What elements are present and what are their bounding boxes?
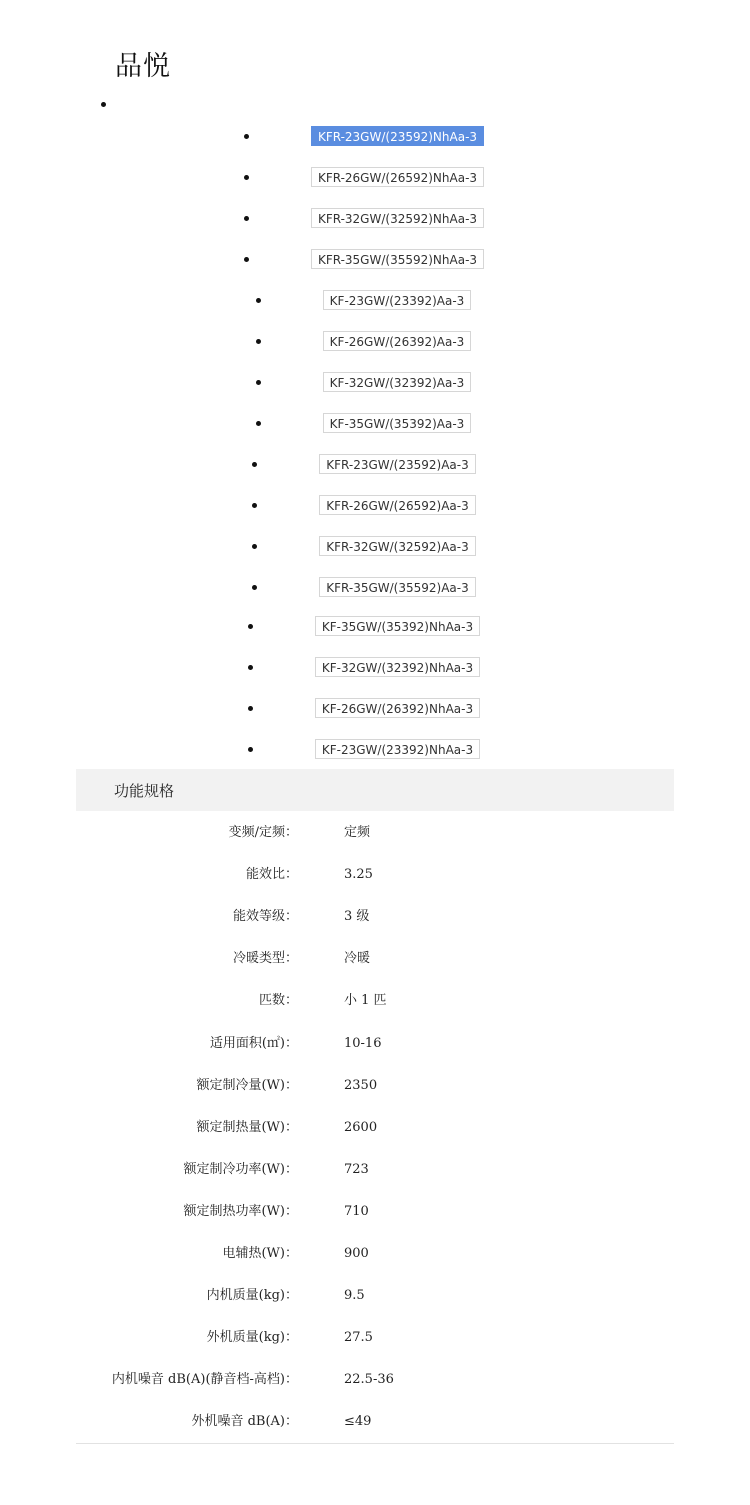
spec-value: 10-16: [344, 1036, 382, 1051]
spec-label: 匹数：: [258, 993, 298, 1008]
model-bullet: [252, 462, 257, 467]
spec-label: 能效比：: [245, 867, 298, 882]
model-bullet: [244, 134, 249, 139]
model-bullet: [244, 175, 249, 180]
spec-row: [76, 822, 674, 844]
spec-label: 额定制冷功率(W)：: [183, 1162, 298, 1177]
spec-value: 2350: [344, 1078, 378, 1093]
model-bullet: [256, 339, 261, 344]
model-option[interactable]: KF-26GW/(26392)NhAa-3: [315, 698, 480, 718]
model-option[interactable]: KFR-35GW/(35592)NhAa-3: [311, 249, 484, 269]
model-option[interactable]: KFR-26GW/(26592)NhAa-3: [311, 167, 484, 187]
spec-value: 2600: [344, 1120, 378, 1135]
spec-row: [76, 1327, 674, 1349]
model-bullet: [248, 706, 253, 711]
divider: [76, 1443, 674, 1444]
spec-value: 723: [344, 1162, 369, 1177]
model-bullet: [248, 747, 253, 752]
model-option[interactable]: KF-23GW/(23392)Aa-3: [323, 290, 471, 310]
model-bullet: [248, 624, 253, 629]
model-option[interactable]: KF-23GW/(23392)NhAa-3: [315, 739, 480, 759]
model-option[interactable]: KF-26GW/(26392)Aa-3: [323, 331, 471, 351]
spec-row: [76, 906, 674, 928]
model-bullet: [244, 216, 249, 221]
spec-row: [76, 1411, 674, 1433]
model-option[interactable]: KFR-23GW/(23592)Aa-3: [319, 454, 476, 474]
model-bullet: [256, 298, 261, 303]
spec-label: 外机质量(kg)：: [206, 1330, 298, 1345]
spec-value: 小 1 匹: [344, 993, 387, 1008]
spec-row: [76, 1117, 674, 1139]
spec-row: [76, 1159, 674, 1181]
spec-row: [76, 1285, 674, 1307]
spec-value: 22.5-36: [344, 1372, 394, 1387]
spec-label: 适用面积(㎡)：: [209, 1036, 298, 1051]
model-bullet: [248, 665, 253, 670]
spec-label: 额定制冷量(W)：: [196, 1078, 298, 1093]
spec-label: 外机噪音 dB(A)：: [191, 1414, 298, 1429]
model-option[interactable]: KF-35GW/(35392)NhAa-3: [315, 616, 480, 636]
spec-value: 27.5: [344, 1330, 373, 1345]
spec-row: [76, 864, 674, 886]
model-bullet: [244, 257, 249, 262]
spec-value: 900: [344, 1246, 369, 1261]
spec-label: 变频/定频：: [228, 825, 298, 840]
model-option[interactable]: KFR-32GW/(32592)NhAa-3: [311, 208, 484, 228]
spec-value: ≤49: [344, 1414, 372, 1429]
spec-value: 710: [344, 1204, 369, 1219]
spec-value: 9.5: [344, 1288, 365, 1303]
model-option[interactable]: KFR-35GW/(35592)Aa-3: [319, 577, 476, 597]
model-bullet: [252, 503, 257, 508]
spec-section-header: [76, 769, 674, 811]
model-option[interactable]: KF-35GW/(35392)Aa-3: [323, 413, 471, 433]
model-option[interactable]: KFR-23GW/(23592)NhAa-3: [311, 126, 484, 146]
spec-value: 3.25: [344, 867, 373, 882]
spec-value: 3 级: [344, 909, 370, 924]
spec-row: [76, 1369, 674, 1391]
spec-row: [76, 1201, 674, 1223]
spec-section-title: 功能规格: [114, 782, 175, 800]
spec-label: 内机质量(kg)：: [206, 1288, 298, 1303]
spec-label: 内机噪音 dB(A)(静音档-高档)：: [111, 1372, 298, 1387]
spec-value: 定频: [344, 825, 371, 840]
spec-label: 电辅热(W)：: [222, 1246, 298, 1261]
spec-label: 额定制热功率(W)：: [183, 1204, 298, 1219]
spec-row: [76, 948, 674, 970]
spec-row: [76, 990, 674, 1012]
model-option[interactable]: KFR-32GW/(32592)Aa-3: [319, 536, 476, 556]
spec-row: [76, 1075, 674, 1097]
spec-label: 能效等级：: [232, 909, 298, 924]
model-bullet: [256, 380, 261, 385]
model-option[interactable]: KFR-26GW/(26592)Aa-3: [319, 495, 476, 515]
model-bullet: [256, 421, 261, 426]
spec-value: 冷暖: [344, 951, 371, 966]
spec-label: 额定制热量(W)：: [196, 1120, 298, 1135]
model-option[interactable]: KF-32GW/(32392)Aa-3: [323, 372, 471, 392]
spec-row: [76, 1033, 674, 1055]
model-option[interactable]: KF-32GW/(32392)NhAa-3: [315, 657, 480, 677]
product-title: 品悦: [115, 51, 171, 82]
model-bullet: [252, 544, 257, 549]
list-bullet: [101, 102, 106, 107]
spec-label: 冷暖类型：: [232, 951, 298, 966]
spec-row: [76, 1243, 674, 1265]
model-bullet: [252, 585, 257, 590]
